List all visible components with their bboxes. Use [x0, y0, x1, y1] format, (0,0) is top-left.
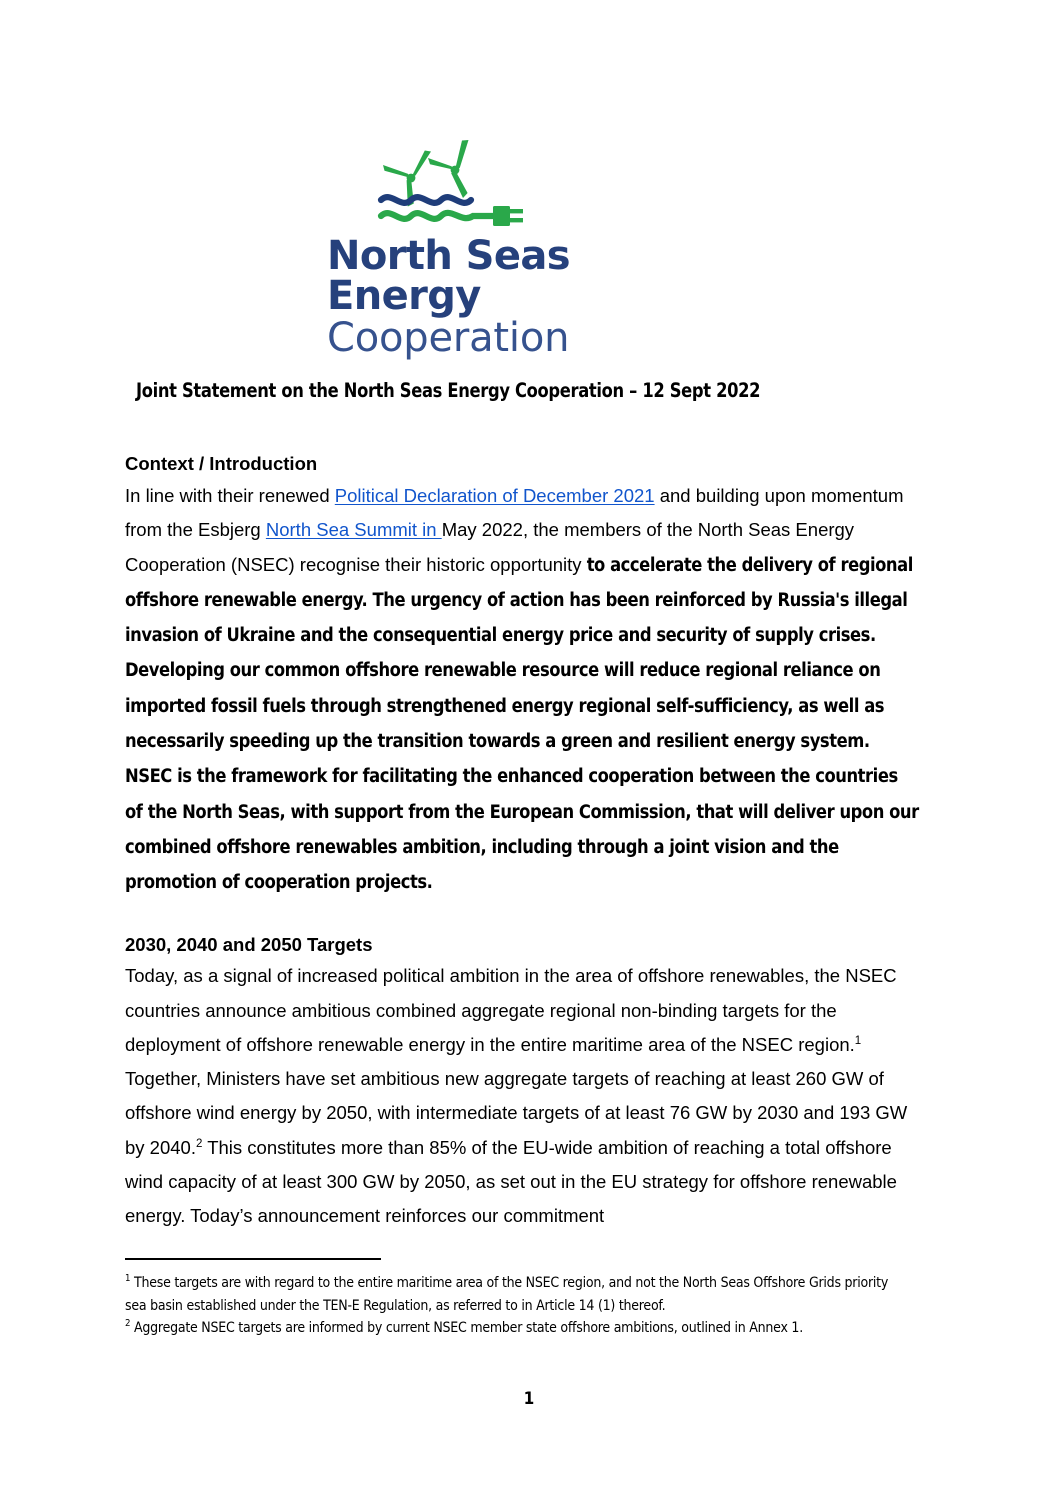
document-title: Joint Statement on the North Seas Energy Cooperation – 12 Sept 2022: [136, 379, 761, 402]
paragraph-targets: [125, 959, 920, 1233]
spacer: [125, 901, 920, 931]
section-heading-context-introduction: Context / Introduction: [125, 453, 318, 475]
paragraph-run: and building upon momentum from the Esbjerg: [125, 484, 904, 541]
footnote-separator: [125, 1258, 381, 1260]
paragraph-run: Together, Ministers have set ambitious new aggregate targets of reaching at least 260 GW of offshore wind energy by 2050, with intermediate targets of at least 76 GW by 2030 and 193 GW by 2040.: [125, 1068, 908, 1158]
logo-wordmark-line2: Cooperation: [327, 315, 570, 361]
footnote-text-1: These targets are with regard to the entire maritime area of the NSEC region, and not the North Seas Offshore Grids priority sea basin established under the TEN-E Regulation, as referred to in Article 14 (1) thereof.: [125, 1274, 889, 1314]
section-heading-targets: 2030, 2040 and 2050 Targets: [125, 933, 373, 955]
footnote-marker-2[interactable]: 2: [195, 1137, 203, 1150]
nsec-logo-wordmark: [327, 233, 727, 361]
paragraph-run: May 2022, the members of the North Seas Energy Cooperation (NSEC) recognise their historic opportunity: [125, 519, 855, 575]
paragraph-bold-run: to accelerate the delivery of regional offshore renewable energy. The urgency of action has been reinforced by Russia's illegal invasion of Ukraine and the consequential energy price and security of supply crises. Developing our common offshore renewable resource will reduce regional reliance on imported fossil fuels through strengthened energy regional self-sufficiency, as well as necessarily speeding up the transition towards a green and resilient energy system. NSEC is the framework for facilitating the enhanced cooperation between the countries of the North Seas, with support from the European Commission, that will deliver upon our combined offshore renewables ambition, including through a joint vision and the promotion of cooperation projects.: [125, 554, 919, 894]
footnote-marker-1[interactable]: 1: [854, 1034, 862, 1047]
page-number: 1: [523, 1389, 535, 1409]
paragraph-run: This constitutes more than 85% of the EU-wide ambition of reaching a total offshore wind capacity of at least 300 GW by 2050, as set out in the EU strategy for offshore renewable energy. Today’s announcement reinforces our commitment: [125, 1136, 897, 1227]
footnote-text-2: Aggregate NSEC targets are informed by current NSEC member state offshore ambitions, outlined in Annex 1.: [130, 1319, 803, 1336]
footnote-number-1: 1: [125, 1273, 131, 1285]
footnote-item-2: [125, 1317, 912, 1340]
spacer: [125, 404, 920, 450]
logo-wordmark-line1: North Seas Energy: [327, 233, 570, 319]
paragraph-context-introduction: [125, 479, 920, 901]
footnote-number-2: 2: [125, 1318, 131, 1330]
footnotes-area: [125, 1258, 945, 1340]
paragraph-run: Today, as a signal of increased political ambition in the area of offshore renewables, the NSEC countries announce ambitious combined aggregate regional non-binding targets for the deployment of offshore renewable energy in the entire maritime area of the NSEC region.: [125, 965, 897, 1055]
document-body: [125, 378, 920, 1234]
link-political-declaration[interactable]: Political Declaration of December 2021: [334, 484, 655, 506]
footnote-item-1: [125, 1272, 912, 1317]
nsec-logo-mark-icon: [369, 128, 539, 228]
paragraph-run: In line with their renewed: [125, 484, 335, 506]
link-north-sea-summit[interactable]: North Sea Summit in: [265, 519, 442, 541]
nsec-logo: [0, 128, 1058, 361]
